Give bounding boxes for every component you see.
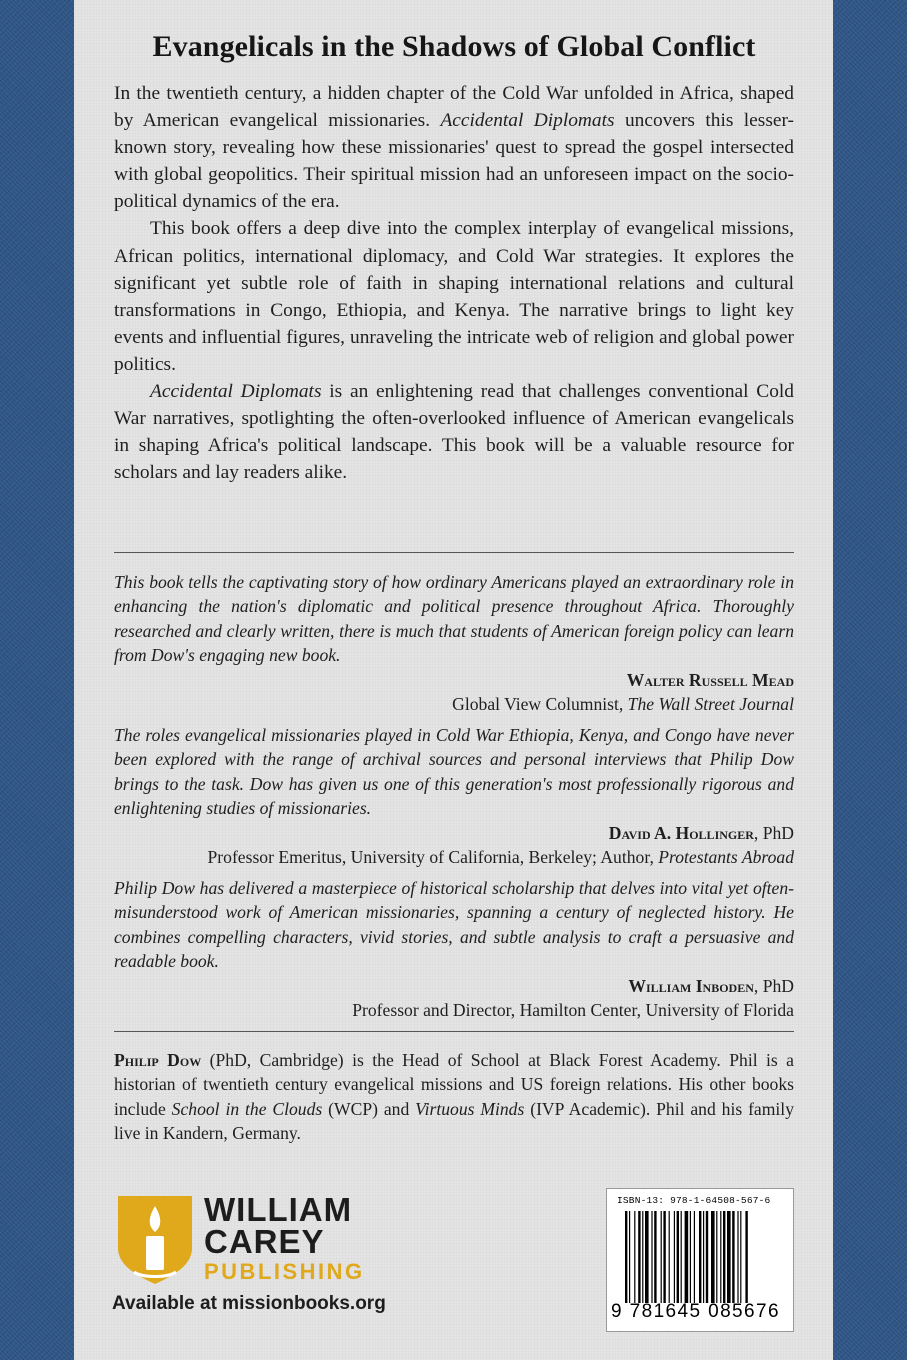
barcode-bar: [634, 1211, 635, 1303]
barcode-bar: [638, 1211, 640, 1303]
description-paragraph: [114, 215, 794, 378]
barcode-bar: [711, 1211, 715, 1303]
bio-book-title: School in the Clouds: [171, 1098, 323, 1119]
barcode-bar: [745, 1211, 747, 1303]
description-text: uncovers this lesser-known story, revealing how these missionaries' quest to spread the gospel intersected with global geopolitics. Their spiritual mission had an unforeseen impact on the socio-political dynamics of the era.: [114, 110, 795, 213]
denim-border-right: [833, 0, 907, 1360]
description-text: This book offers a deep dive into the complex interplay of evangelical missions, African politics, international diplomacy, and Cold War strategies. It explores the significant yet subtle role of faith in shaping international relations and cultural transformations in Congo, Ethiopia, and Kenya. The narrative brings to light key events and influential figures, unraveling the intricate web of religion and global power politics.: [114, 218, 794, 375]
book-title-italic: Accidental Diplomats: [150, 381, 322, 403]
barcode-bar: [629, 1211, 630, 1303]
endorser-role: [114, 845, 794, 869]
endorsement-quote: Philip Dow has delivered a masterpiece of historical scholarship that delves into vital yet often-misunderstood work of American missionaries, spanning a century of neglected history. He combines compelling characters, vivid stories, and subtle analysis to craft a persuasive and readable book.: [114, 878, 794, 972]
candle-logo-icon: [112, 1192, 198, 1288]
availability-text: Available at missionbooks.org: [112, 1293, 386, 1314]
barcode-bar: [651, 1211, 652, 1303]
endorser-role: [114, 998, 794, 1022]
endorser-name: [114, 821, 794, 845]
endorser-role-text: Professor and Director, Hamilton Center, University of Florida: [352, 1000, 794, 1020]
barcode-bar: [642, 1211, 643, 1303]
denim-border-left: [0, 0, 74, 1360]
barcode-bar: [740, 1211, 741, 1303]
bio-text: (WCP) and: [322, 1098, 416, 1119]
endorser-role-text: Global View Columnist,: [452, 694, 628, 714]
barcode-bar: [720, 1211, 721, 1303]
endorser-role: [114, 692, 794, 716]
divider-rule: [114, 1031, 794, 1032]
book-title-italic: Accidental Diplomats: [440, 110, 615, 132]
barcode-bar: [669, 1211, 670, 1303]
endorser-degree: , PhD: [753, 976, 794, 996]
endorser-role-text: Professor Emeritus, University of California, Berkeley; Author,: [207, 847, 659, 867]
publisher-line-1: WILLIAM: [204, 1191, 353, 1228]
endorser-role-italic: Protestants Abroad: [658, 847, 794, 867]
endorser-name-text: William Inboden: [628, 976, 754, 996]
description-paragraph: [114, 80, 794, 215]
endorser-name-text: David A. Hollinger: [608, 823, 754, 843]
barcode-bar: [727, 1211, 731, 1303]
barcode-bar: [685, 1211, 689, 1303]
barcode-bar: [732, 1211, 734, 1303]
endorser-name: [114, 668, 794, 692]
barcode-bar: [677, 1211, 679, 1303]
endorser-name-text: Walter Russell Mead: [626, 670, 794, 690]
description-text: is an enlightening read that challenges conventional Cold War narratives, spotlighting the often-overlooked influence of American evangelicals in shaping Africa's political landscape. This book will be a valuable resource for scholars and lay readers alike.: [114, 381, 795, 484]
barcode-bar: [663, 1211, 665, 1303]
endorsement-quote: This book tells the captivating story of how ordinary Americans played an extraordinary role in enhancing the nation's diplomatic and political presence throughout Africa. Thoroughly researched and clearly written, there is much that students of American foreign policy can learn from Dow's engaging new book.: [114, 572, 794, 666]
bio-text: (PhD, Cambridge) is the Head of School at Black Forest Academy. Phil is a historian of twentieth century evangelical missions and US foreign relations. His other books include: [114, 1050, 794, 1119]
divider-rule: [114, 552, 794, 553]
endorsement-quote: The roles evangelical missionaries played in Cold War Ethiopia, Kenya, and Congo have never been explored with the range of archival sources and personal interviews that Philip Dow brings to the task. Dow has given us one of this generation's most professionally rigorous and enlightening studies of missionaries.: [114, 725, 794, 819]
barcode-bar: [645, 1211, 649, 1303]
barcode-bar: [723, 1211, 725, 1303]
barcode-bar: [690, 1211, 691, 1303]
endorser-name: [114, 974, 794, 998]
publisher-line-2: CAREY: [204, 1223, 325, 1260]
barcode-bar: [661, 1211, 662, 1303]
barcode-bar: [625, 1211, 627, 1303]
barcode-bar: [703, 1211, 704, 1303]
publisher-line-3: PUBLISHING: [204, 1259, 365, 1284]
barcode-bar: [681, 1211, 682, 1303]
barcode-bar: [694, 1211, 695, 1303]
bio-book-title: Virtuous Minds: [415, 1098, 525, 1119]
isbn-digits: 9 781645 085676: [611, 1301, 780, 1322]
bio-text: (IVP Academic). Phil and his family live in Kandern, Germany.: [114, 1098, 794, 1144]
barcode-bar: [716, 1211, 717, 1303]
author-bio: [114, 1048, 794, 1146]
barcode-bars-icon: [625, 1211, 785, 1303]
barcode-bar: [706, 1211, 708, 1303]
isbn-label: ISBN-13: 978-1-64508-567-6: [617, 1195, 771, 1206]
isbn-barcode: [606, 1188, 794, 1332]
cover-title: Evangelicals in the Shadows of Global Conflict: [152, 30, 756, 63]
publisher-wordmark: [204, 1191, 365, 1286]
barcode-bar: [699, 1211, 701, 1303]
barcode-bar: [737, 1211, 738, 1303]
barcode-bar: [654, 1211, 656, 1303]
author-name: Philip Dow: [114, 1050, 202, 1070]
description-text: In the twentieth century, a hidden chapter of the Cold War unfolded in Africa, shaped by American evangelical missionaries.: [114, 83, 794, 132]
book-description: [114, 80, 794, 486]
endorser-degree: , PhD: [753, 823, 794, 843]
barcode-bar: [674, 1211, 675, 1303]
endorser-role-italic: The Wall Street Journal: [627, 694, 794, 714]
description-paragraph: [114, 378, 794, 486]
